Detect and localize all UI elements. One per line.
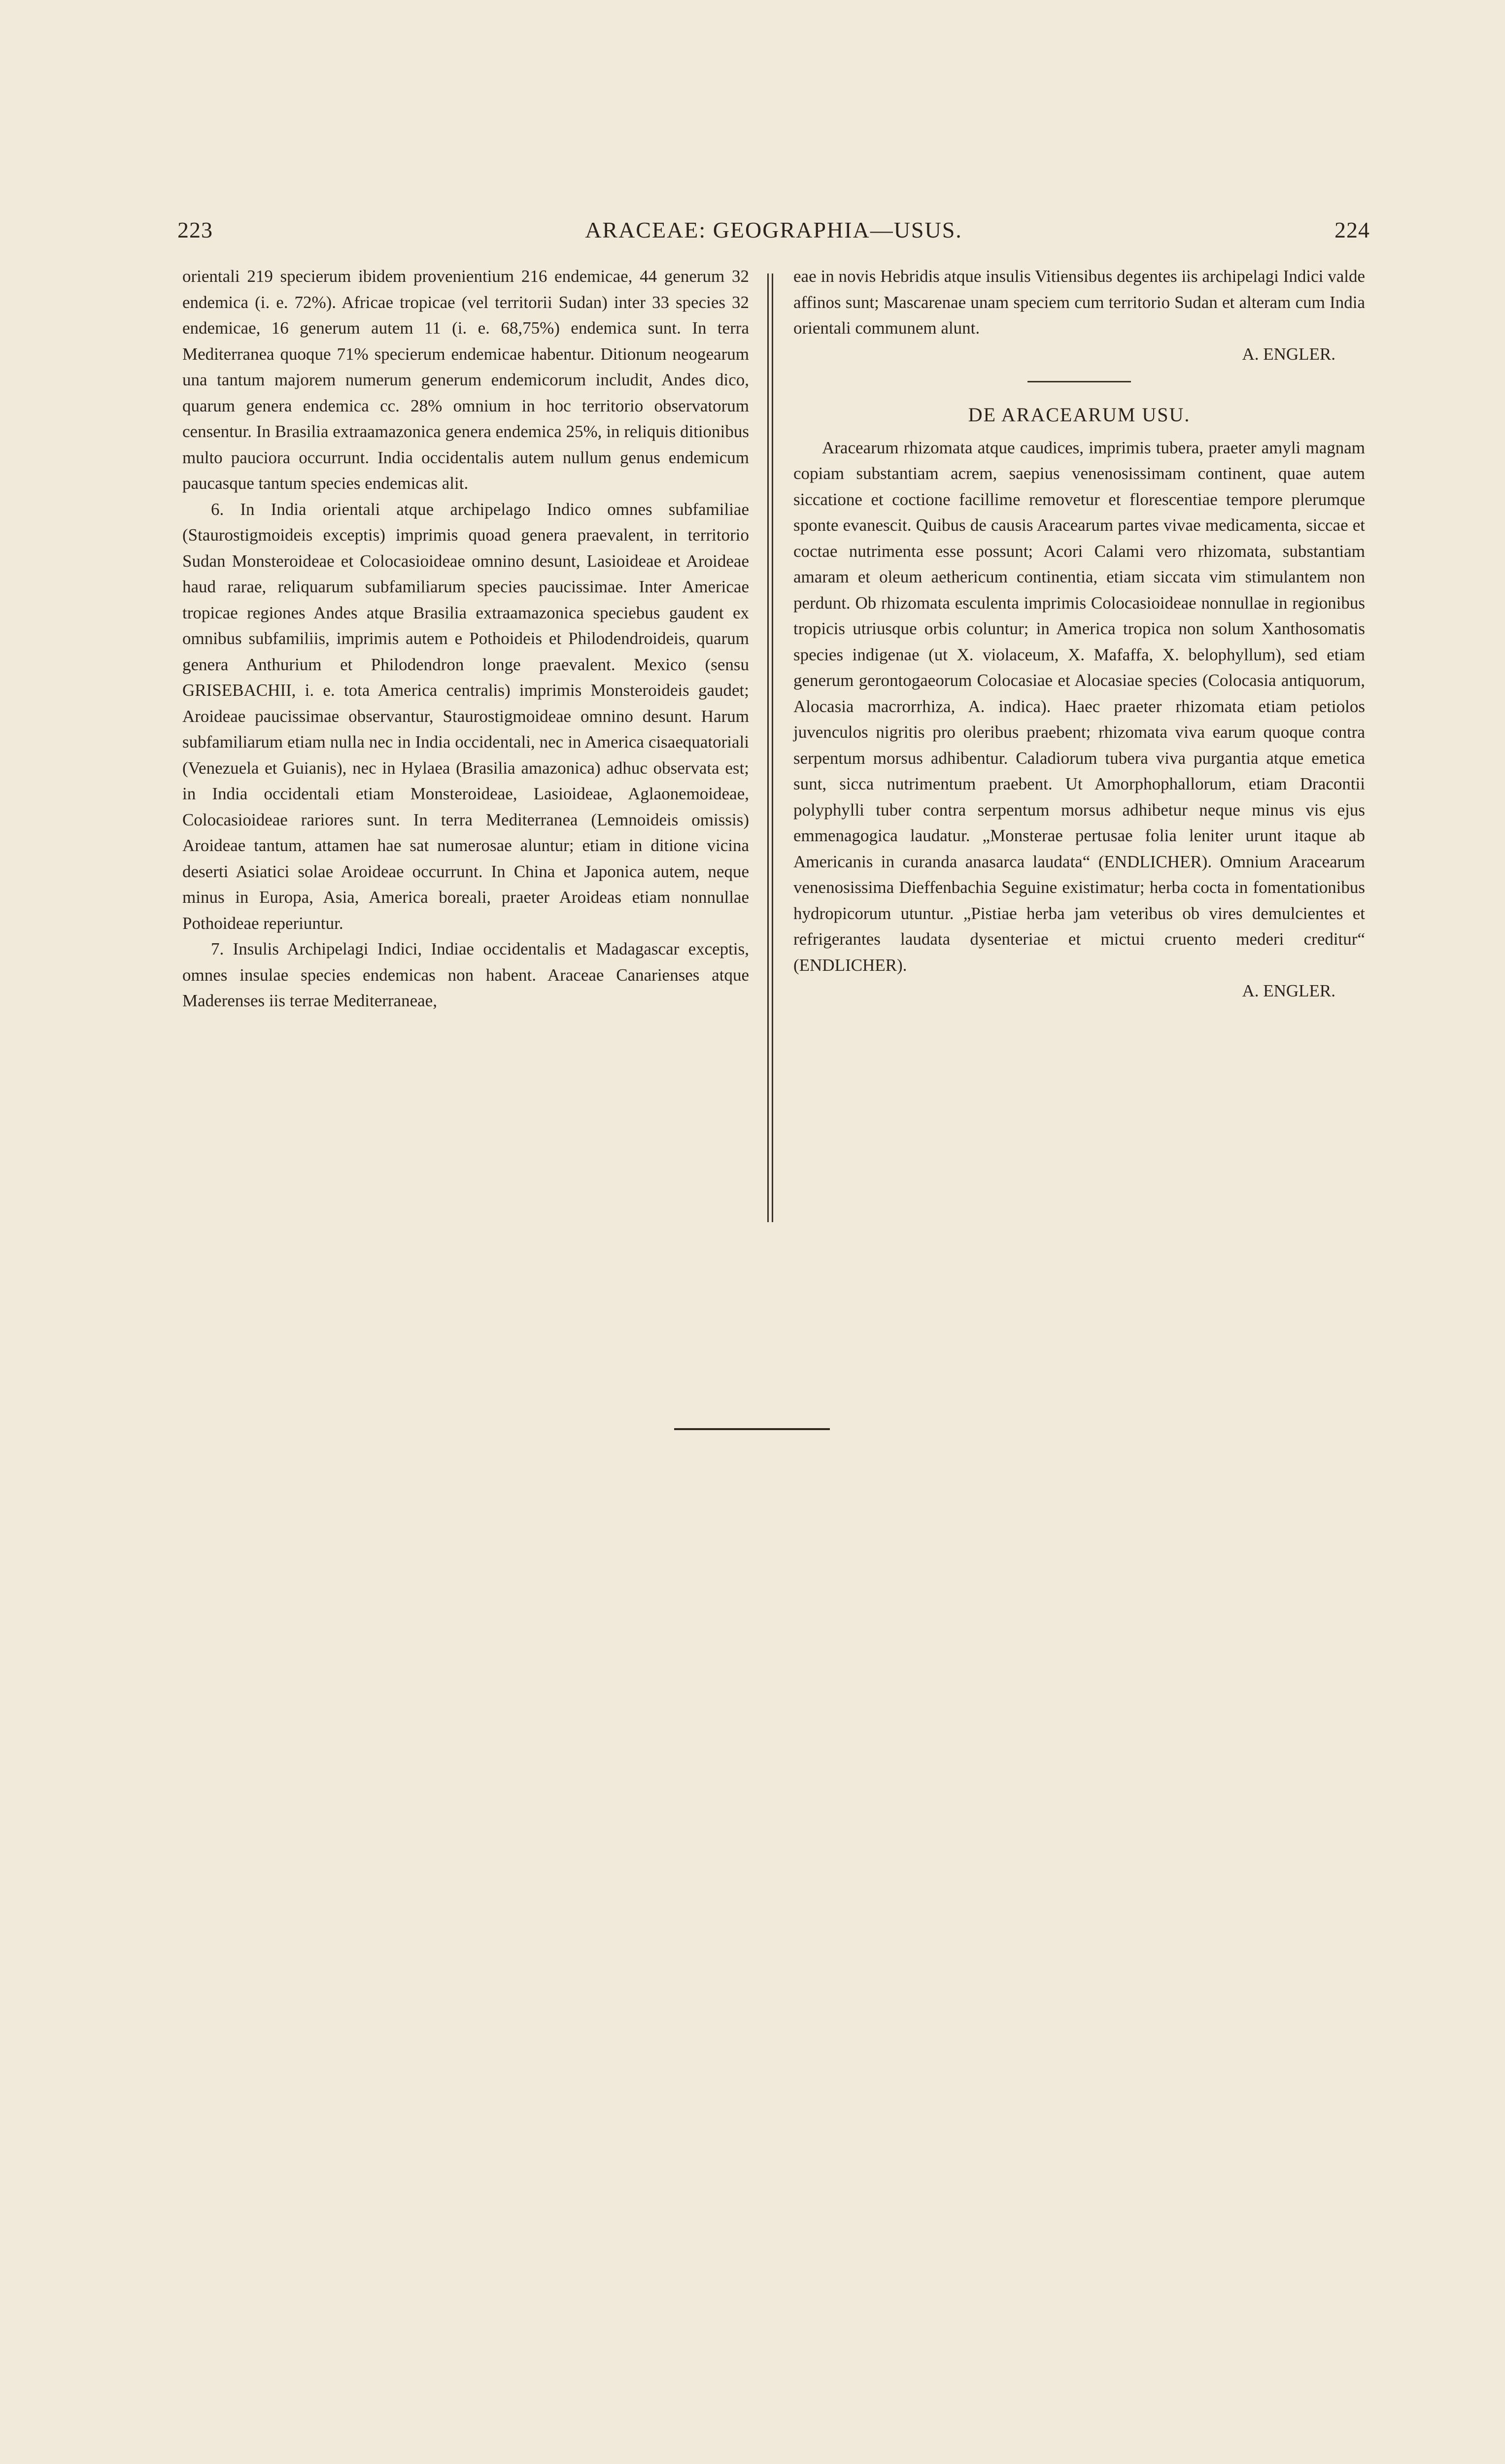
left-paragraph-1: orientali 219 specierum ibidem provenientium 216 endemicae, 44 generum 32 endemica (i. e. 72%). Africae tropicae (vel territorii Sudan) inter 33 species 32 endemicae, 16 generum autem 11 (i. e. 68,75%) endemica sunt. In terra Mediterranea quoque 71% specierum endemicae habentur. Ditionum neogearum una tantum majorem numerum generum endemicorum includit, Andes dico, quarum genera endemica cc. 28% omnium in hoc territorio observatorum censentur. In Brasilia extraamazonica genera endemica 25%, in reliquis ditionibus multo pauciora occurrunt. India occidentalis autem nullum genus endemicum paucasque tantum species endemicas alit. bbox=[182, 267, 749, 493]
left-column bbox=[182, 264, 749, 1014]
right-paragraph-2: Aracearum rhizomata atque caudices, imprimis tubera, praeter amyli magnam copiam substantiam acrem, saepius venenosissimam continent, quae autem siccatione et coctione facillime removetur et florescentiae tempore plerumque sponte evanescit. Quibus de causis Aracearum partes vivae medicamenta, siccae et coctae nutrimenta esse possunt; Acori Calami vero rhizomata, substantiam amaram et oleum aethericum continentia, etiam siccata vim stimulantem non perdunt. Ob rhizomata esculenta imprimis Colocasioideae nonnullae in regionibus tropicis utriusque orbis coluntur; in America tropica non solum Xanthosomatis species indigenae (ut X. violaceum, X. Mafaffa, X. belophyllum), sed etiam generum gerontogaeorum Colocasiae et Alocasiae species (Colocasia antiquorum, Alocasia macrorrhiza, A. indica). Haec praeter rhizomata etiam petiolos juvenculos nigritis pro oleribus praebent; rhizomata viva earum quoque contra serpentum morsus adhibentur. Caladiorum tubera viva purgantia atque emetica sunt, sicca nutrimentum praebent. Ut Amorphophallorum, etiam Dracontii polyphylli tuber contra serpentum morsus adhibetur neque minus vis ejus emmenagogica laudatur. „Monsterae pertusae folia leniter urunt itaque ab Americanis in curanda anasarca laudata“ (ENDLICHER). Omnium Aracearum venenosissima Dieffenbachia Seguine existimatur; herba cocta in fomentationibus hydropicorum utuntur. „Pistiae herba jam veteribus ob vires demulcientes et refrigerantes laudata dysenteriae et mictui cruento mederi creditur“ (ENDLICHER). bbox=[793, 438, 1365, 975]
signature-2: A. ENGLER. bbox=[1242, 981, 1335, 1000]
page-number-right: 224 bbox=[1334, 217, 1370, 242]
section-rule bbox=[1027, 381, 1131, 382]
right-paragraph-1: eae in novis Hebridis atque insulis Vitiensibus degentes iis archipelagi Indici valde affinos sunt; Mascarenae unam speciem cum territorio Sudan et alteram cum India orientali communem alunt. bbox=[793, 267, 1365, 338]
section-title: DE ARACEARUM USU. bbox=[968, 404, 1191, 426]
page-number-left: 223 bbox=[177, 217, 213, 242]
signature-1: A. ENGLER. bbox=[1242, 344, 1335, 364]
running-title: ARACEAE: GEOGRAPHIA—USUS. bbox=[585, 217, 962, 242]
left-paragraph-2: 6. In India orientali atque archipelago Indico omnes subfamiliae (Staurostigmoideis exceptis) imprimis quoad genera praevalent, in territorio Sudan Monsteroideae et Colocasioideae omnino desunt, Lasioideae et Aroideae haud rarae, reliquarum subfamiliarum species paucissimae. Inter Americae tropicae regiones Andes atque Brasilia extraamazonica speciebus gaudent ex omnibus subfamiliis, imprimis autem e Pothoideis et Philodendroideis, quarum genera Anthurium et Philodendron longe praevalent. Mexico (sensu GRISEBACHII, i. e. tota America centralis) imprimis Monsteroideis gaudet; Aroideae paucissimae observantur, Staurostigmoideae omnino desunt. Harum subfamiliarum etiam nulla nec in India occidentali, nec in America cisaequatoriali (Venezuela et Guianis), nec in Hylaea (Brasilia amazonica) adhuc observata est; in India occidentali etiam Monsteroideae, Lasioideae, Aglaonemoideae, Colocasioideae rariores sunt. In terra Mediterranea (Lemnoideis omissis) Aroideae tantum, attamen hae sat numerosae aluntur; etiam in ditione vicina deserti Asiatici solae Aroideae occurrunt. In China et Japonica autem, neque minus in Europa, Asia, America boreali, praeter Aroideas etiam nonnullae Pothoideae reperiuntur. bbox=[182, 499, 749, 933]
column-divider bbox=[767, 274, 773, 1222]
end-rule bbox=[674, 1428, 830, 1430]
running-header bbox=[177, 217, 1370, 251]
left-paragraph-3: 7. Insulis Archipelagi Indici, Indiae occidentalis et Madagascar exceptis, omnes insulae species endemicas non habent. Araceae Canarienses atque Maderenses iis terrae Mediterraneae, bbox=[182, 939, 749, 1010]
right-column bbox=[793, 264, 1365, 1004]
